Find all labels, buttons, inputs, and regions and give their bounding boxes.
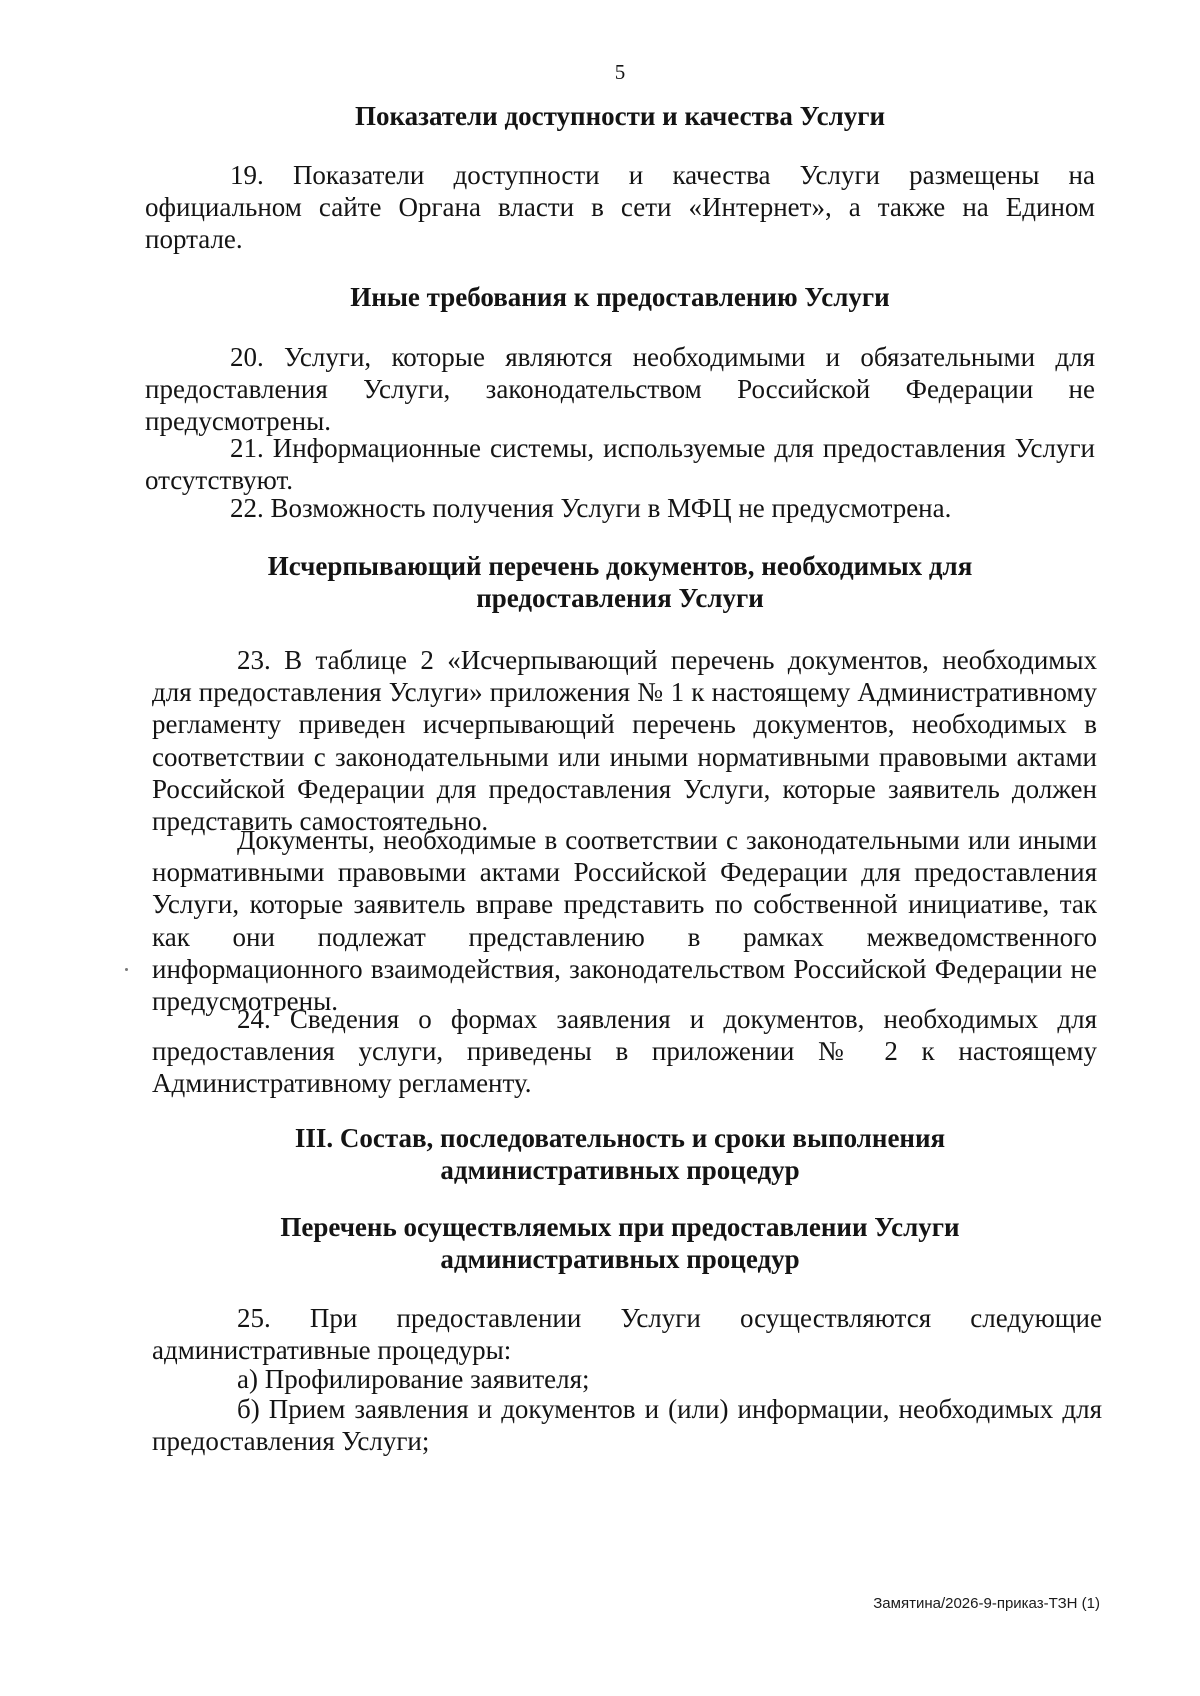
paragraph-25-b: б) Прием заявления и документов и (или) информации, необходимых для предоставления Услуги; <box>152 1394 1102 1457</box>
section-heading-documents <box>0 550 1200 614</box>
page-number: 5 <box>614 60 626 84</box>
heading-line: административных процедур <box>440 1244 800 1274</box>
section-heading-accessibility: Показатели доступности и качества Услуги <box>354 101 886 131</box>
paragraph-25: 25. При предоставлении Услуги осуществляются следующие административные процедуры: <box>152 1303 1102 1366</box>
paragraph-25-a: а) Профилирование заявителя; <box>237 1364 590 1394</box>
paragraph-21: 21. Информационные системы, используемые для предоставления Услуги отсутствуют. <box>145 433 1095 496</box>
section-heading-procedures <box>0 1211 1200 1275</box>
heading-line: Перечень осуществляемых при предоставлении Услуги <box>280 1212 960 1242</box>
heading-line: Исчерпывающий перечень документов, необходимых для <box>267 551 973 581</box>
paragraph-20: 20. Услуги, которые являются необходимыми и обязательными для предоставления Услуги, законодательством Российской Федерации не предусмотрены. <box>145 342 1095 437</box>
paragraph-23-continued: Документы, необходимые в соответствии с законодательными или иными нормативными правовыми актами Российской Федерации для предоставления Услуги, которые заявитель вправе представить по собственной инициативе, так как они подлежат представлению в рамках межведомственного информационного взаимодействия, законодательством Российской Федерации не предусмотрены. <box>152 825 1097 1017</box>
scan-speck <box>125 968 128 971</box>
heading-line: предоставления Услуги <box>476 583 764 613</box>
paragraph-19: 19. Показатели доступности и качества Услуги размещены на официальном сайте Органа власти в сети «Интернет», а также на Едином портале. <box>145 160 1095 255</box>
paragraph-22: 22. Возможность получения Услуги в МФЦ не предусмотрена. <box>230 493 952 523</box>
section-heading-other-requirements: Иные требования к предоставлению Услуги <box>350 282 890 312</box>
paragraph-24: 24. Сведения о формах заявления и документов, необходимых для предоставления услуги, приведены в приложении № 2 к настоящему Административному регламенту. <box>152 1004 1097 1099</box>
section-heading-iii <box>0 1122 1200 1186</box>
heading-line: административных процедур <box>440 1155 800 1185</box>
heading-line: III. Состав, последовательность и сроки выполнения <box>294 1123 946 1153</box>
document-footer-code: Замятина/2026-9-приказ-ТЗН (1) <box>873 1595 1100 1612</box>
paragraph-23: 23. В таблице 2 «Исчерпывающий перечень документов, необходимых для предоставления Услуги» приложения № 1 к настоящему Административному регламенту приведен исчерпывающий перечень документов, необходимых в соответствии с законодательными или иными нормативными правовыми актами Российской Федерации для предоставления Услуги, которые заявитель должен представить самостоятельно. <box>152 645 1097 837</box>
